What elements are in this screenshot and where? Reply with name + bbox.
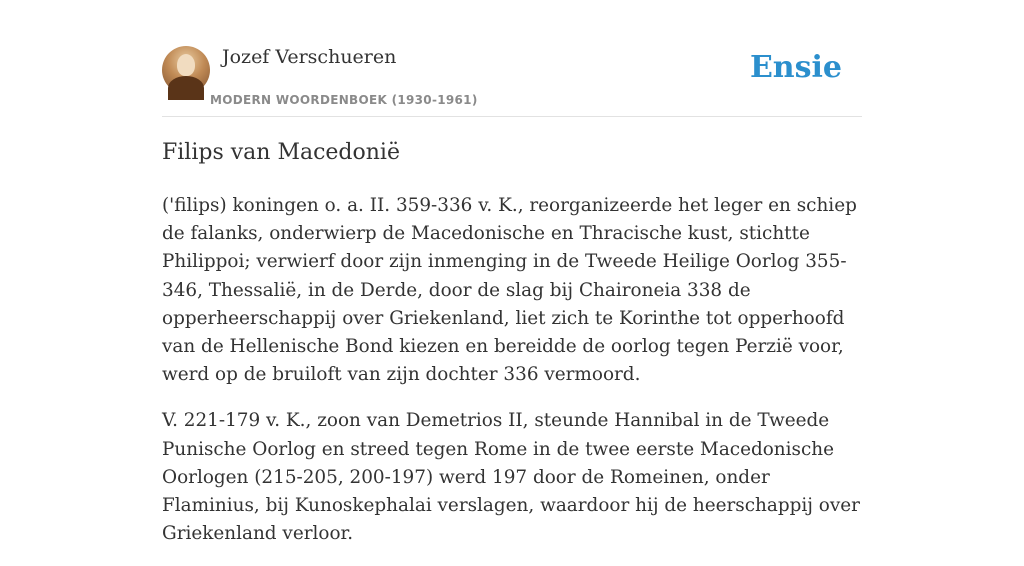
source-label[interactable]: MODERN WOORDENBOEK (1930-1961) xyxy=(210,93,478,107)
avatar-body xyxy=(168,76,204,100)
entry-paragraph: ('filips) koningen o. a. II. 359-336 v. K., reorganizeerde het leger en schiep de falanks, onderwierp de Macedonische en Thracische kust, stichtte Philippoi; verwierf door zijn inmenging in de Tweede Heilige Oorlog 355-346, Thessalië, in de Derde, door de slag bij Chaironeia 338 de opperheerschappij over Griekenland, liet zich te Korinthe tot opperhoofd van de Hellenische Bond kiezen en bereidde de oorlog tegen Perzië voor, werd op de bruiloft van zijn dochter 336 vermoord. xyxy=(162,195,857,386)
header xyxy=(162,44,862,117)
entry-body xyxy=(162,192,872,566)
author-name[interactable]: Jozef Verschueren xyxy=(222,46,397,68)
ensie-logo[interactable]: Ensie xyxy=(749,50,842,85)
entry-title: Filips van Macedonië xyxy=(162,140,400,165)
entry-paragraph: V. 221-179 v. K., zoon van Demetrios II, steunde Hannibal in de Tweede Punische Oorlog en streed tegen Rome in de twee eerste Macedonische Oorlogen (215-205, 200-197) werd 197 door de Romeinen, onder Flaminius, bij Kunoskephalai verslagen, waardoor hij de heerschappij over Griekenland verloor. xyxy=(162,410,860,545)
author-portrait-icon[interactable] xyxy=(162,46,210,94)
avatar-face xyxy=(177,54,195,76)
